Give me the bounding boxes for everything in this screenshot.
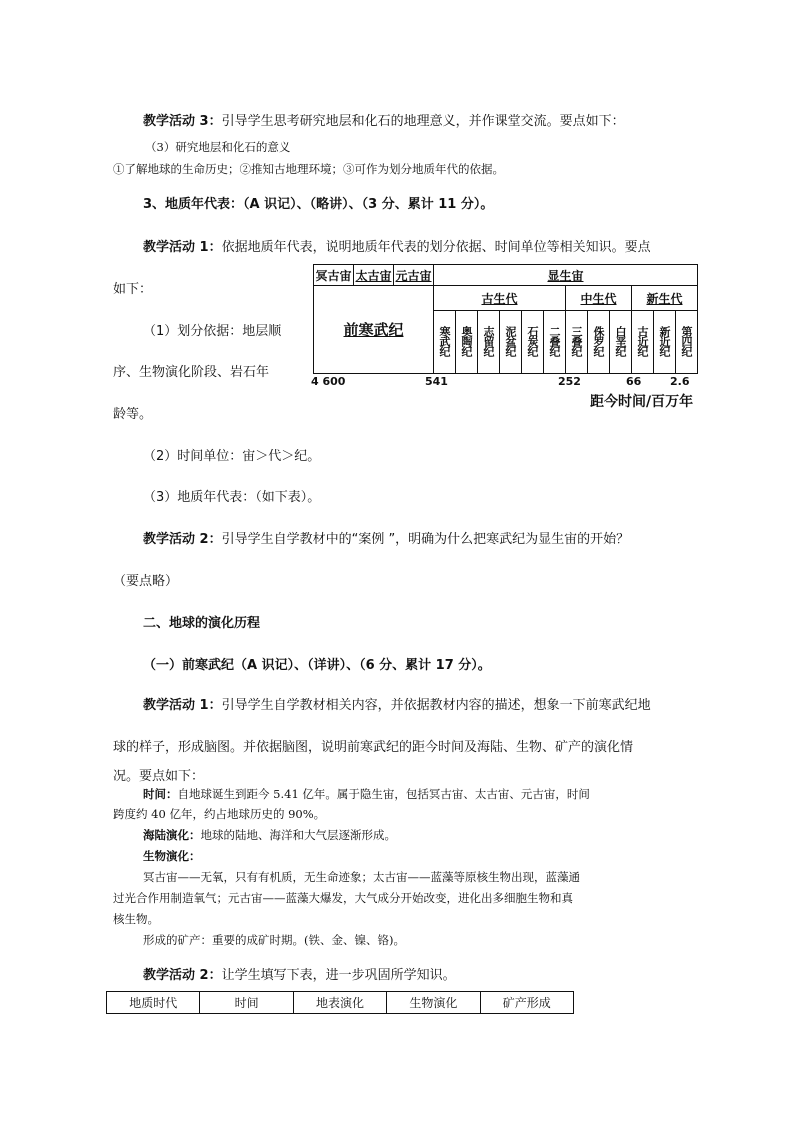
point-3: （3）地质年代表：（如下表）。 <box>143 490 321 505</box>
eon-hadean: 冥古宙 <box>314 265 354 286</box>
period-paleogene: 古近纪 <box>632 311 654 374</box>
activity2-paragraph <box>143 528 629 547</box>
point-1b: 序、生物演化阶段、岩石年 <box>113 365 270 380</box>
time-label: 时间： <box>143 787 178 801</box>
activity2-cont: （要点略） <box>113 574 179 589</box>
tick-label: 252 <box>558 375 581 388</box>
bio-label: 生物演化： <box>143 849 201 863</box>
activity1b-paragraph <box>143 694 651 713</box>
section-heading: 3、地质年代表：（A 识记）、（略讲）、（3 分、累计 11 分）。 <box>143 197 494 212</box>
mineral-line: 形成的矿产：重要的成矿时期。(铁、金、镍、铬)。 <box>143 933 405 947</box>
bio-line-1: 冥古宙——无氧，只有有机质，无生命迹象；太古宙——蓝藻等原核生物出现，蓝藻通 <box>143 870 580 884</box>
activity-heading: 教学活动 1： <box>143 240 222 255</box>
period-permian: 二叠纪 <box>544 311 566 374</box>
period-carboniferous: 石炭纪 <box>522 311 544 374</box>
axis-label: 距今时间/百万年 <box>590 394 694 410</box>
fill-in-table <box>106 991 574 1014</box>
period-neogene: 新近纪 <box>654 311 676 374</box>
activity3-paragraph <box>143 110 625 129</box>
activity-text: 引导学生自学教材相关内容，并依据教材内容的描述，想象一下前寒武纪地 <box>221 698 651 713</box>
header-era: 地质时代 <box>107 992 200 1014</box>
activity1b-line3: 况。要点如下： <box>113 769 205 784</box>
significance-items: ①了解地球的生命历史；②推知古地理环境；③可作为划分地质年代的依据。 <box>113 162 504 176</box>
precambrian-cell: 前寒武纪 <box>314 286 434 374</box>
eon-proterozoic: 元古宙 <box>394 265 434 286</box>
activity1-cont: 如下： <box>113 282 153 297</box>
period-jurassic: 侏罗纪 <box>588 311 610 374</box>
activity-text: 依据地质年代表，说明地质年代表的划分依据、时间单位等相关知识。要点 <box>221 240 651 255</box>
period-cretaceous: 白垩纪 <box>610 311 632 374</box>
header-minerals: 矿产形成 <box>480 992 573 1014</box>
period-triassic: 三叠纪 <box>566 311 588 374</box>
header-time: 时间 <box>200 992 293 1014</box>
time-line-2: 跨度约 40 亿年，约占地球历史的 90%。 <box>113 807 326 821</box>
bio-line-3: 核生物。 <box>113 912 159 926</box>
activity-heading: 教学活动 2： <box>143 532 222 547</box>
part-heading: 二、地球的演化历程 <box>143 616 261 631</box>
tick-label: 4 600 <box>311 375 346 388</box>
period-devonian: 泥盆纪 <box>500 311 522 374</box>
significance-title: （3）研究地层和化石的意义 <box>145 140 291 154</box>
point-1c: 龄等。 <box>113 407 153 422</box>
tick-label: 66 <box>626 375 642 388</box>
header-biology: 生物演化 <box>387 992 480 1014</box>
activity-text: 让学生填写下表，进一步巩固所学知识。 <box>221 968 456 983</box>
time-text: 自地球诞生到距今 5.41 亿年。属于隐生宙，包括冥古宙、太古宙、元古宙，时间 <box>177 787 590 801</box>
header-surface: 地表演化 <box>293 992 386 1014</box>
subsection-heading: （一）前寒武纪（A 识记）、（详讲）、（6 分、累计 17 分）。 <box>143 658 491 673</box>
activity1b-line2: 球的样子，形成脑图。并依据脑图，说明前寒武纪的距今时间及海陆、生物、矿产的演化情 <box>113 740 634 755</box>
point-1a: （1）划分依据：地层顺 <box>143 324 282 339</box>
bio-line-2: 过光合作用制造氧气；元古宙——蓝藻大爆发，大气成分开始改变，进化出多细胞生物和真 <box>113 891 573 905</box>
activity1-paragraph <box>143 236 651 255</box>
point-2: （2）时间单位：宙＞代＞纪。 <box>143 449 321 464</box>
activity-heading: 教学活动 1： <box>143 698 222 713</box>
period-cambrian: 寒武纪 <box>434 311 456 374</box>
period-quaternary: 第四纪 <box>676 311 698 374</box>
sea-line <box>143 827 396 843</box>
tick-label: 2.6 <box>670 375 690 388</box>
geologic-time-table <box>313 264 698 374</box>
activity-text: 引导学生自学教材中的“案例 ”，明确为什么把寒武纪为显生宙的开始？ <box>221 532 630 547</box>
eon-archean: 太古宙 <box>354 265 394 286</box>
tick-label: 541 <box>425 375 448 388</box>
period-ordovician: 奥陶纪 <box>456 311 478 374</box>
era-paleozoic: 古生代 <box>434 286 566 311</box>
activity-heading: 教学活动 2： <box>143 968 222 983</box>
sea-label: 海陆演化： <box>143 828 201 842</box>
eon-phanerozoic: 显生宙 <box>434 265 698 286</box>
era-mesozoic: 中生代 <box>566 286 632 311</box>
period-silurian: 志留纪 <box>478 311 500 374</box>
activity2b-paragraph <box>143 964 456 983</box>
activity-text: 引导学生思考研究地层和化石的地理意义，并作课堂交流。要点如下： <box>221 114 625 129</box>
era-cenozoic: 新生代 <box>632 286 698 311</box>
time-line <box>143 786 590 802</box>
activity-heading: 教学活动 3： <box>143 114 222 129</box>
sea-text: 地球的陆地、海洋和大气层逐渐形成。 <box>200 828 396 842</box>
